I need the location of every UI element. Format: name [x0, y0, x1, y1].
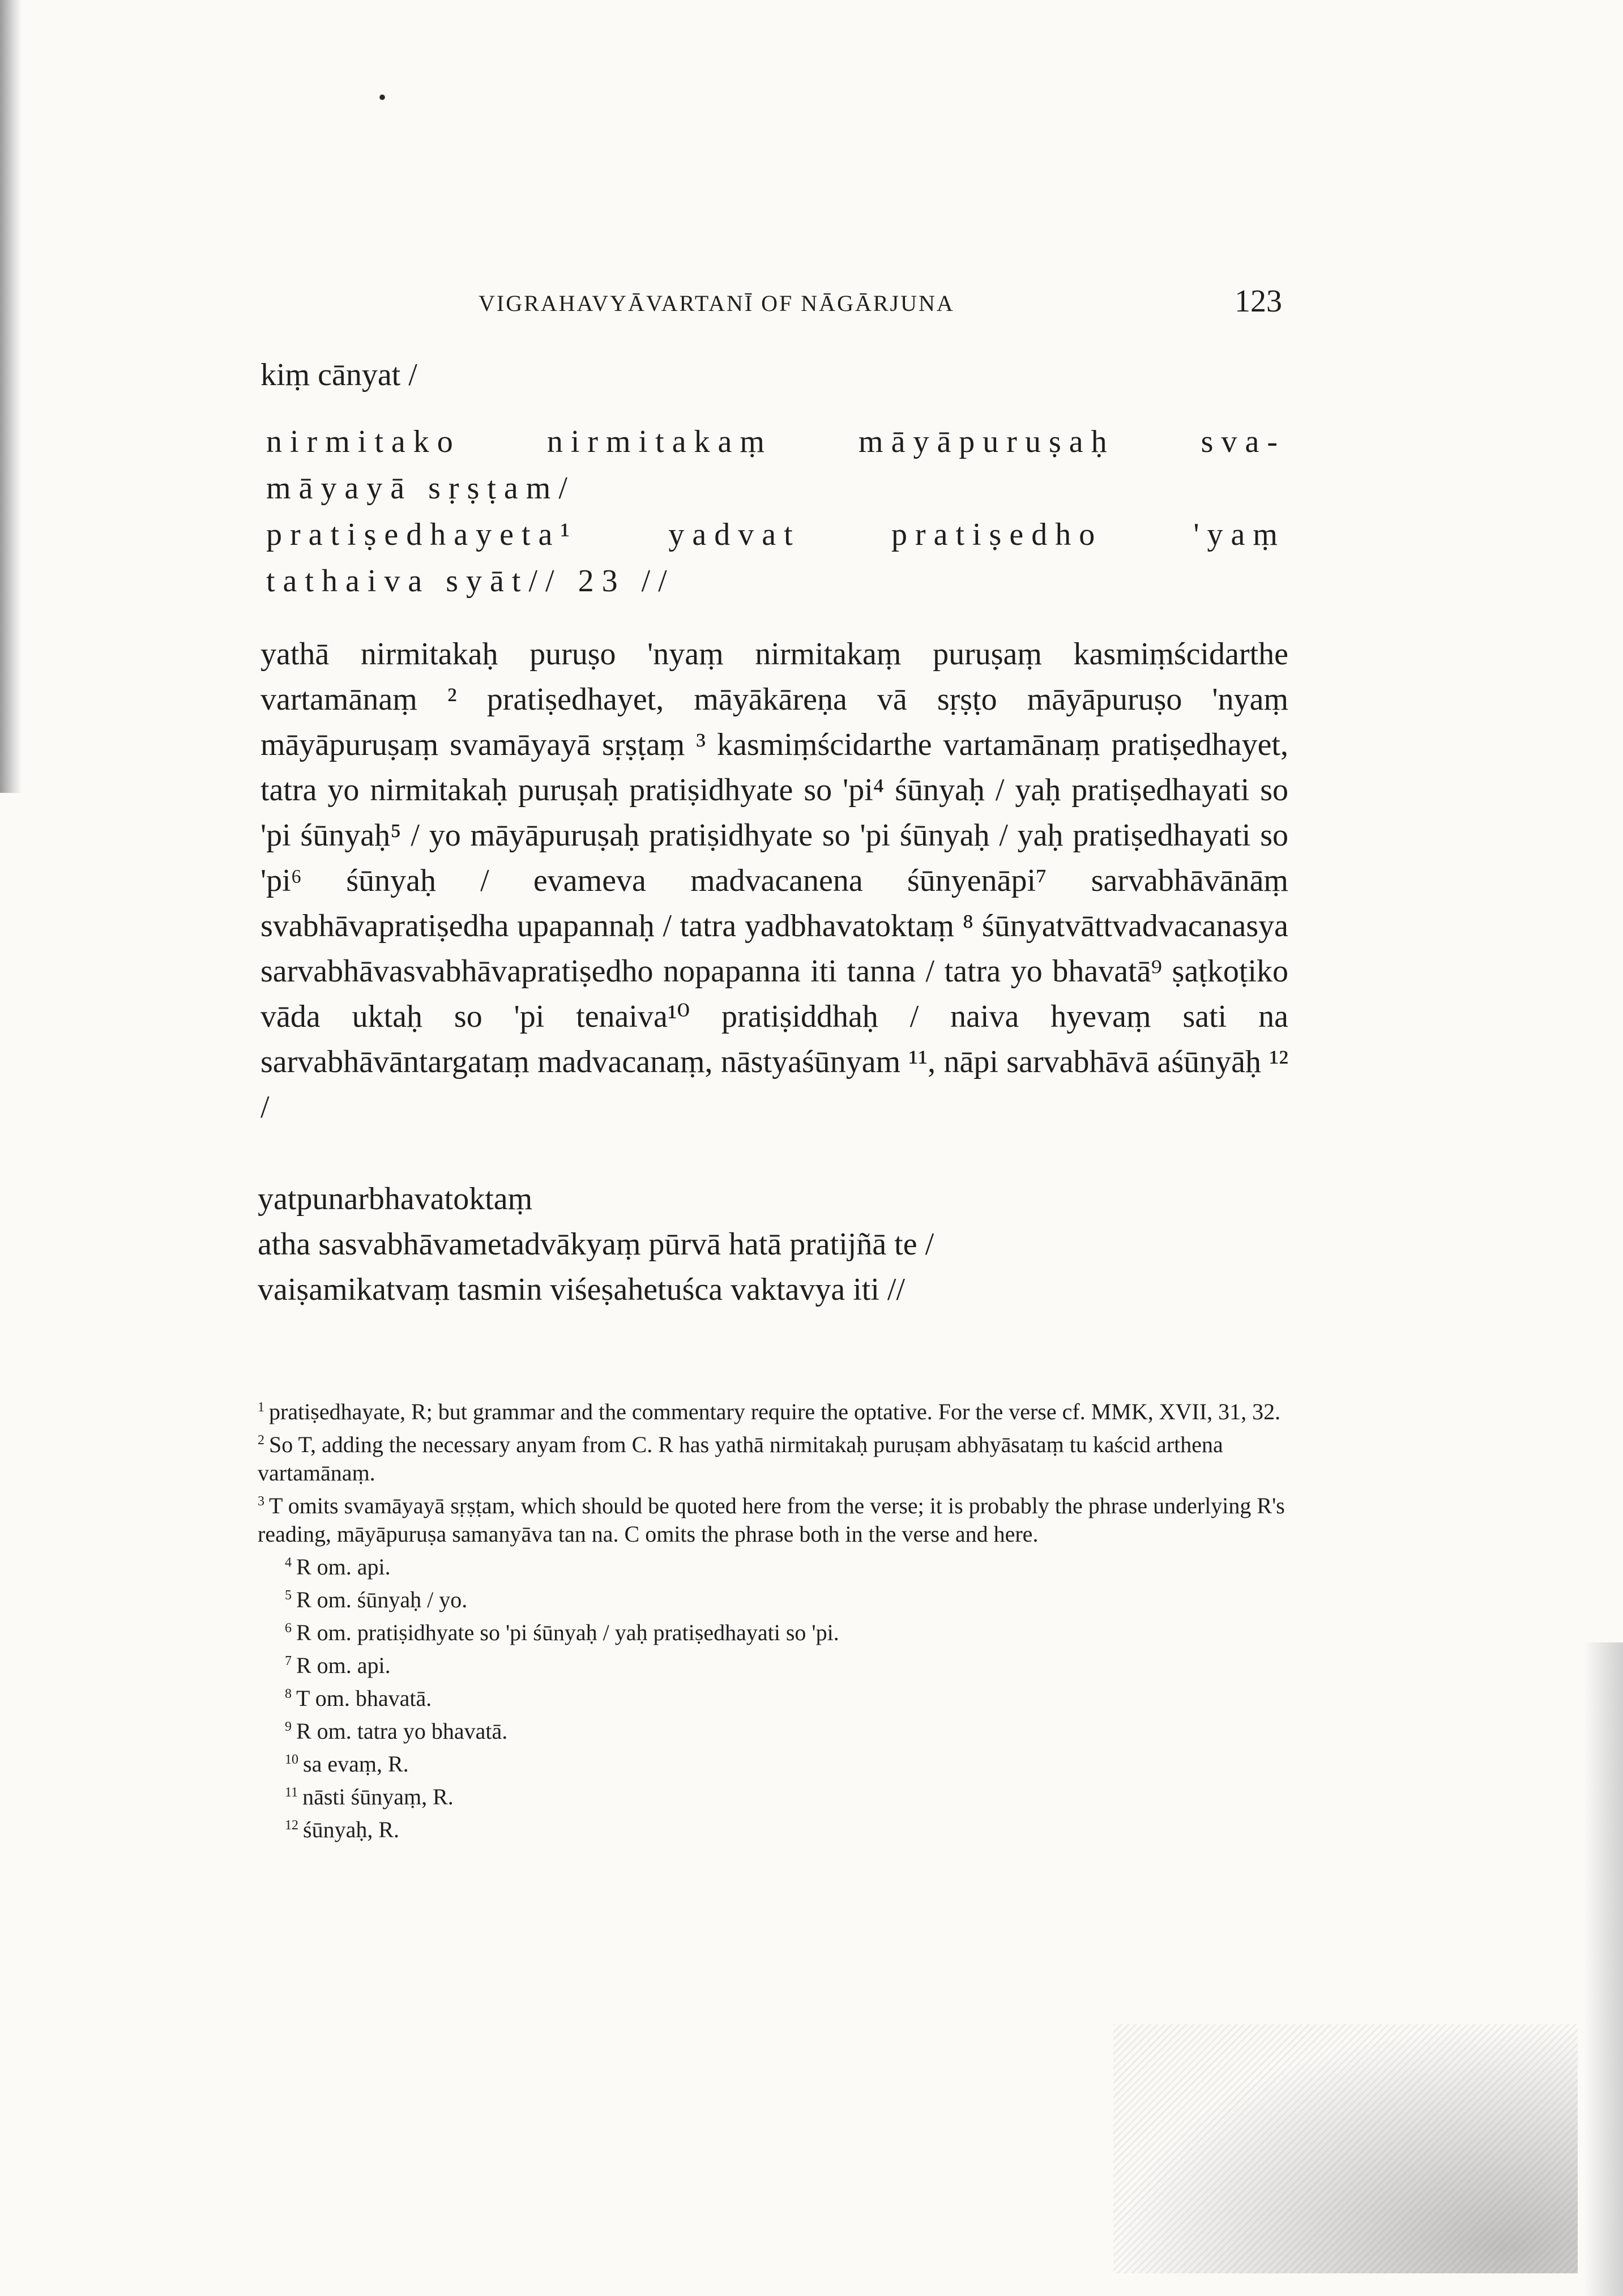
verse-word: nirmitako — [266, 424, 461, 459]
verse-word: 'yaṃ — [1193, 517, 1285, 552]
running-header: VIGRAHAVYĀVARTANĪ OF NĀGĀRJUNA — [479, 291, 955, 316]
footnote-number: 10 — [285, 1752, 298, 1767]
scan-spine-shadow — [0, 0, 22, 793]
footnote-number: 7 — [285, 1654, 292, 1668]
footnote-number: 9 — [285, 1719, 292, 1734]
karika-line-3: vaiṣamikatvaṃ tasmin viśeṣahetuśca vaktavya iti // — [258, 1272, 906, 1307]
footnote-text: pratiṣedhayate, R; but grammar and the commentary require the optative. For the verse cf. MMK, XVII, 31, 32. — [269, 1399, 1281, 1424]
scan-edge-shadow — [1583, 1642, 1623, 2296]
footnote-text: sa evaṃ, R. — [303, 1751, 409, 1777]
footnote — [258, 1426, 1288, 1487]
footnote-text: R om. tatra yo bhavatā. — [296, 1718, 508, 1744]
footnote — [258, 1778, 1288, 1811]
verse-line-4: tathaiva syāt// 23 // — [266, 564, 675, 599]
footnotes — [258, 1393, 1288, 1844]
footnote-number: 12 — [285, 1818, 298, 1833]
footnote — [258, 1811, 1288, 1844]
karika-line-2: atha sasvabhāvametadvākyaṃ pūrvā hatā pratijñā te / — [258, 1227, 934, 1262]
footnote-number: 11 — [285, 1785, 298, 1800]
footnote-text: T omits svamāyayā sṛṣṭam, which should be quoted here from the verse; it is probably the phrase underlying R's reading, māyāpuruṣa samanyāva tan na. C omits the phrase both in the verse and here. — [258, 1493, 1285, 1547]
footnote — [258, 1680, 1288, 1713]
footnote-number: 1 — [258, 1400, 264, 1415]
footnote-number: 5 — [285, 1588, 292, 1603]
verse-line-3 — [266, 517, 1285, 553]
commentary-block — [260, 631, 1288, 1130]
footnote-text: nāsti śūnyaṃ, R. — [302, 1784, 454, 1810]
footnote — [258, 1548, 1288, 1581]
karika-line-1: yatpunarbhavatoktaṃ — [258, 1181, 533, 1217]
footnote-text: R om. pratiṣidhyate so 'pi śūnyaḥ / yaḥ pratiṣedhayati so 'pi. — [296, 1620, 839, 1645]
footnote — [258, 1647, 1288, 1680]
scan-noise — [1113, 2024, 1578, 2273]
footnote — [258, 1713, 1288, 1746]
footnote-text: R om. api. — [296, 1554, 391, 1580]
footnote — [258, 1614, 1288, 1647]
verse-word: yadvat — [668, 517, 801, 552]
verse-line-1 — [266, 424, 1285, 460]
verse-word: pratiṣedhayeta¹ — [266, 517, 578, 552]
footnote — [258, 1581, 1288, 1614]
footnote-number: 6 — [285, 1621, 292, 1636]
intro-line: kiṃ cānyat / — [260, 357, 417, 392]
footnote-number: 4 — [285, 1555, 292, 1570]
verse-word: māyāpuruṣaḥ — [859, 424, 1115, 459]
footnote-text: R om. śūnyaḥ / yo. — [296, 1587, 468, 1612]
ink-speck: • — [378, 84, 387, 110]
footnote-number: 2 — [258, 1433, 264, 1448]
verse-word: nirmitakaṃ — [546, 424, 772, 459]
footnote — [258, 1746, 1288, 1778]
footnote-text: So T, adding the necessary anyam from C. R has yathā nirmitakaḥ puruṣam abhyāsataṃ tu kaścid arthena vartamānaṃ. — [258, 1432, 1223, 1486]
footnote-text: T om. bhavatā. — [296, 1685, 432, 1711]
footnote — [258, 1487, 1288, 1548]
footnote-number: 8 — [285, 1687, 292, 1701]
verse-word: sva- — [1201, 424, 1285, 459]
verse-line-2: māyayā sṛṣṭam/ — [266, 471, 575, 506]
commentary-paragraph: yathā nirmitakaḥ puruṣo 'nyaṃ nirmitakaṃ puruṣaṃ kasmiṃścidarthe vartamānaṃ ² pratiṣedhayet, māyākāreṇa vā sṛṣṭo māyāpuruṣo 'nyaṃ māyāpuruṣaṃ svamāyayā sṛṣṭaṃ ³ kasmiṃścidarthe vartamānaṃ pratiṣedhayet, tatra yo nirmitakaḥ puruṣaḥ pratiṣidhyate so 'pi⁴ śūnyaḥ / yaḥ pratiṣedhayati so 'pi śūnyaḥ⁵ / yo māyāpuruṣaḥ pratiṣidhyate so 'pi śūnyaḥ / yaḥ pratiṣedhayati so 'pi⁶ śūnyaḥ / evameva madvacanena śūnyenāpi⁷ sarvabhāvānāṃ svabhāvapratiṣedha upapannaḥ / tatra yadbhavatoktaṃ ⁸ śūnyatvāttvadvacanasya sarvabhāvasvabhāvapratiṣedho nopapanna iti tanna / tatra yo bhavatā⁹ ṣaṭkoṭiko vāda uktaḥ so 'pi tenaiva¹⁰ pratiṣiddhaḥ / naiva hyevaṃ sati na sarvabhāvāntargataṃ madvacanaṃ, nāstyaśūnyam ¹¹, nāpi sarvabhāvā aśūnyāḥ ¹² / — [260, 637, 1288, 1125]
page-number: 123 — [1235, 284, 1282, 319]
footnote-number: 3 — [258, 1494, 264, 1509]
verse-word: pratiṣedho — [891, 517, 1103, 552]
footnote-text: śūnyaḥ, R. — [303, 1817, 399, 1842]
footnote-text: R om. api. — [296, 1653, 391, 1678]
footnote — [258, 1393, 1288, 1426]
